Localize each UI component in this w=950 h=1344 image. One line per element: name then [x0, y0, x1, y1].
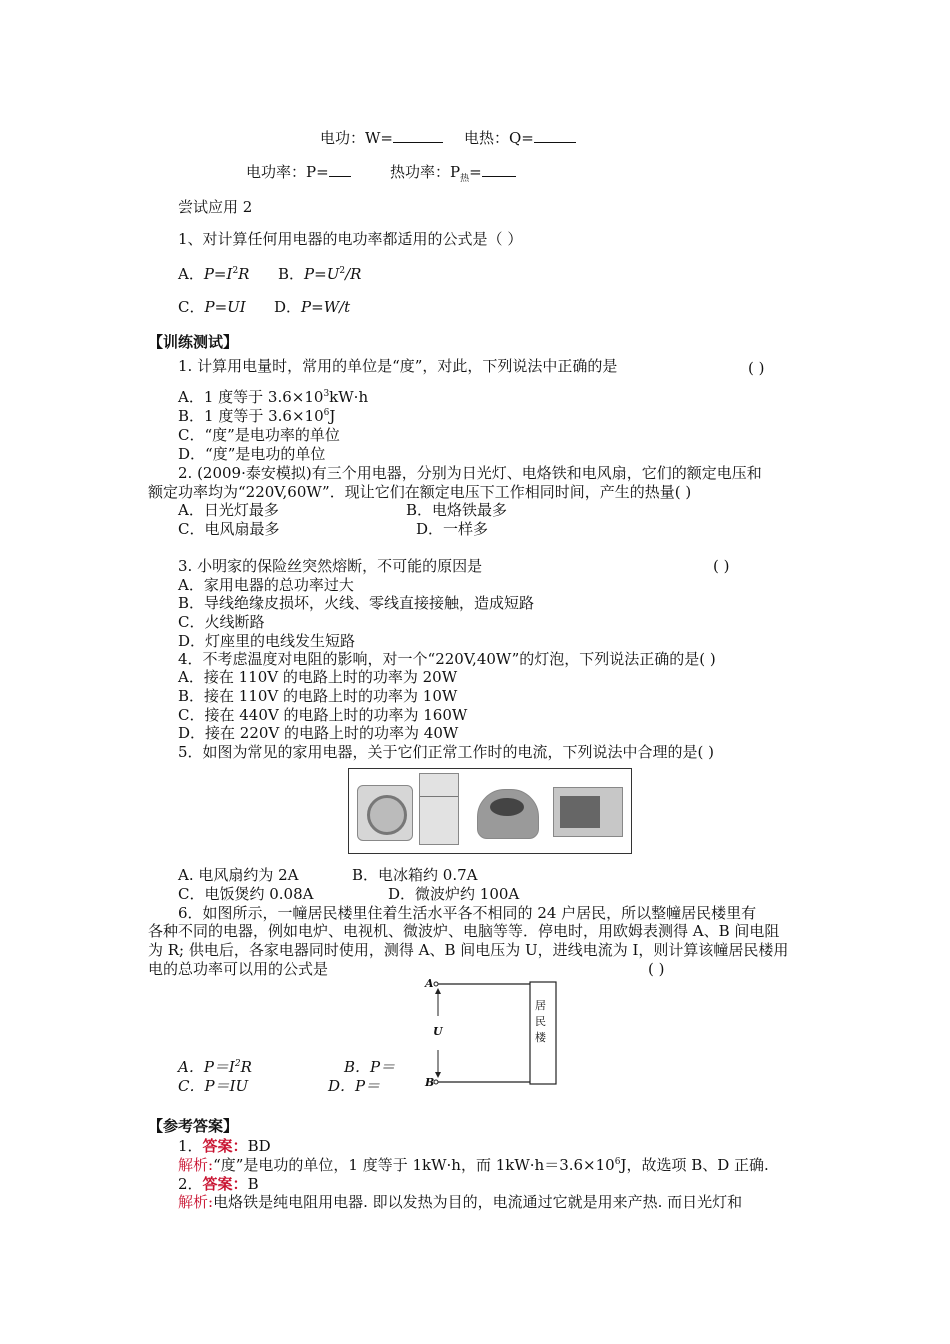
rice-cooker-image	[477, 789, 539, 839]
heat-blank[interactable]	[534, 128, 576, 143]
q1-stem: 1. 计算用电量时，常用的单位是“度”，对此，下列说法中正确的是	[178, 357, 618, 375]
q5-stem: 5．如图为常见的家用电器，关于它们正常工作时的电流，下列说法中合理的是( )	[178, 743, 715, 761]
rice-cooker-lid	[490, 798, 524, 816]
q4-option-d[interactable]: D．接在 220V 的电路上时的功率为 40W	[178, 724, 459, 742]
q5-option-a[interactable]: A. 电风扇约为 2A	[178, 866, 299, 884]
work-formula: 电功：W=	[320, 128, 443, 148]
explanation-1: 解析:“度”是电功的单位，1 度等于 1kW·h，而 $1kW\cdot h=3.6\times 10^6J$，故选项 B、D 正确.	[178, 1156, 769, 1174]
q6-line1: 6．如图所示，一幢居民楼里住着生活水平各不相同的 24 户居民，所以整幢居民楼里有	[178, 904, 757, 922]
microwave-image	[553, 787, 623, 837]
q2-option-b[interactable]: B．电烙铁最多	[406, 501, 508, 519]
q3-answer-paren[interactable]: ( )	[713, 557, 730, 575]
q3-option-a[interactable]: A．家用电器的总功率过大	[178, 576, 354, 594]
option-c[interactable]: C．P=UI	[178, 298, 246, 316]
terminal-b	[434, 1080, 438, 1084]
q4-option-c[interactable]: C．接在 440V 的电路上时的功率为 160W	[178, 706, 468, 724]
q6-option-b[interactable]: B．P＝	[344, 1058, 396, 1076]
q1-option-b[interactable]: B．1 度等于 $3.6\times 10^6J$	[178, 407, 336, 425]
label-b: B	[425, 1076, 435, 1089]
q1-option-c[interactable]: C．“度”是电功率的单位	[178, 426, 340, 444]
power-blank[interactable]	[329, 162, 351, 177]
q4-option-a[interactable]: A．接在 110V 的电路上时的功率为 20W	[178, 668, 458, 686]
q3-option-d[interactable]: D．灯座里的电线发生短路	[178, 632, 356, 650]
power-formula: 电功率：P=	[246, 162, 351, 182]
q6-answer-paren[interactable]: ( )	[648, 960, 665, 978]
q1-option-a[interactable]: A．1 度等于 $3.6\times 10^3kW\cdot h$	[178, 388, 369, 406]
q6-line3: 为 R; 供电后，各家电器同时使用，测得 A、B 间电压为 U，进线电流为 I，则计算该幢居民楼用	[148, 941, 789, 959]
q6-line4: 电的总功率可以用的公式是	[148, 960, 329, 978]
arrow-head-down	[435, 1072, 441, 1078]
circuit-diagram	[424, 976, 564, 1090]
arrow-head-up	[435, 988, 441, 994]
label-u: U	[433, 1025, 443, 1038]
q4-option-b[interactable]: B．接在 110V 的电路上时的功率为 10W	[178, 687, 458, 705]
q1-option-d[interactable]: D．“度”是电功的单位	[178, 445, 326, 463]
q4-stem: 4．不考虑温度对电阻的影响，对一个“220V,40W”的灯泡，下列说法正确的是( )	[178, 650, 716, 668]
option-b[interactable]: B．$P=U^2/R$	[278, 265, 362, 283]
label-a: A	[425, 977, 434, 990]
try-apply-title: 尝试应用 2	[178, 198, 253, 216]
q6-option-c[interactable]: C．P＝IU	[178, 1077, 249, 1095]
fridge-divider	[420, 796, 458, 797]
heat-power-formula: 热功率：$P_热=$	[390, 162, 516, 182]
answers-heading: 【参考答案】	[148, 1117, 239, 1135]
q2-line2: 额定功率均为“220V,60W”．现让它们在额定电压下工作相同时间，产生的热量( )	[148, 483, 692, 501]
fridge-image	[419, 773, 459, 845]
q2-line1: 2. (2009·泰安模拟)有三个用电器，分别为日光灯、电烙铁和电风扇，它们的额定电压和	[178, 464, 762, 482]
q2-option-c[interactable]: C．电风扇最多	[178, 520, 280, 538]
q2-option-d[interactable]: D．一样多	[416, 520, 489, 538]
option-d[interactable]: D．P=W/t	[274, 298, 351, 316]
q3-stem: 3. 小明家的保险丝突然熔断，不可能的原因是	[178, 557, 483, 575]
explanation-2: 解析:电烙铁是纯电阻用电器. 即以发热为目的，电流通过它就是用来产热. 而日光灯和	[178, 1193, 743, 1211]
fan-grille	[367, 795, 407, 835]
answer-1: 1．答案：BD	[178, 1137, 271, 1155]
q2-option-a[interactable]: A．日光灯最多	[178, 501, 279, 519]
q5-option-c[interactable]: C．电饭煲约 0.08A	[178, 885, 314, 903]
try-apply-question: 1、对计算任何用电器的电功率都适用的公式是（ ）	[178, 230, 523, 248]
q6-option-a[interactable]: A．$P=I^2R$	[178, 1058, 252, 1076]
appliance-photo	[348, 768, 632, 854]
heat-formula: 电热：Q=	[464, 128, 576, 148]
q5-option-d[interactable]: D．微波炉约 100A	[388, 885, 520, 903]
terminal-a	[434, 982, 438, 986]
q6-option-d[interactable]: D．P＝	[328, 1077, 381, 1095]
microwave-window	[560, 796, 600, 828]
answer-2: 2．答案：B	[178, 1175, 259, 1193]
q5-option-b[interactable]: B．电冰箱约 0.7A	[352, 866, 478, 884]
work-blank[interactable]	[393, 128, 443, 143]
q6-line2: 各种不同的电器，例如电炉、电视机、微波炉、电脑等等．停电时，用欧姆表测得 A、B 间电阻	[148, 922, 780, 940]
q3-option-c[interactable]: C．火线断路	[178, 613, 265, 631]
label-building: 居民楼	[535, 999, 546, 1044]
training-heading: 【训练测试】	[148, 333, 239, 351]
q1-answer-paren[interactable]: ( )	[748, 359, 765, 377]
heat-power-blank[interactable]	[482, 162, 516, 177]
fan-image	[357, 785, 413, 841]
q3-option-b[interactable]: B．导线绝缘皮损坏，火线、零线直接接触，造成短路	[178, 594, 535, 612]
option-a[interactable]: A．$P=I^2R$	[178, 265, 250, 283]
